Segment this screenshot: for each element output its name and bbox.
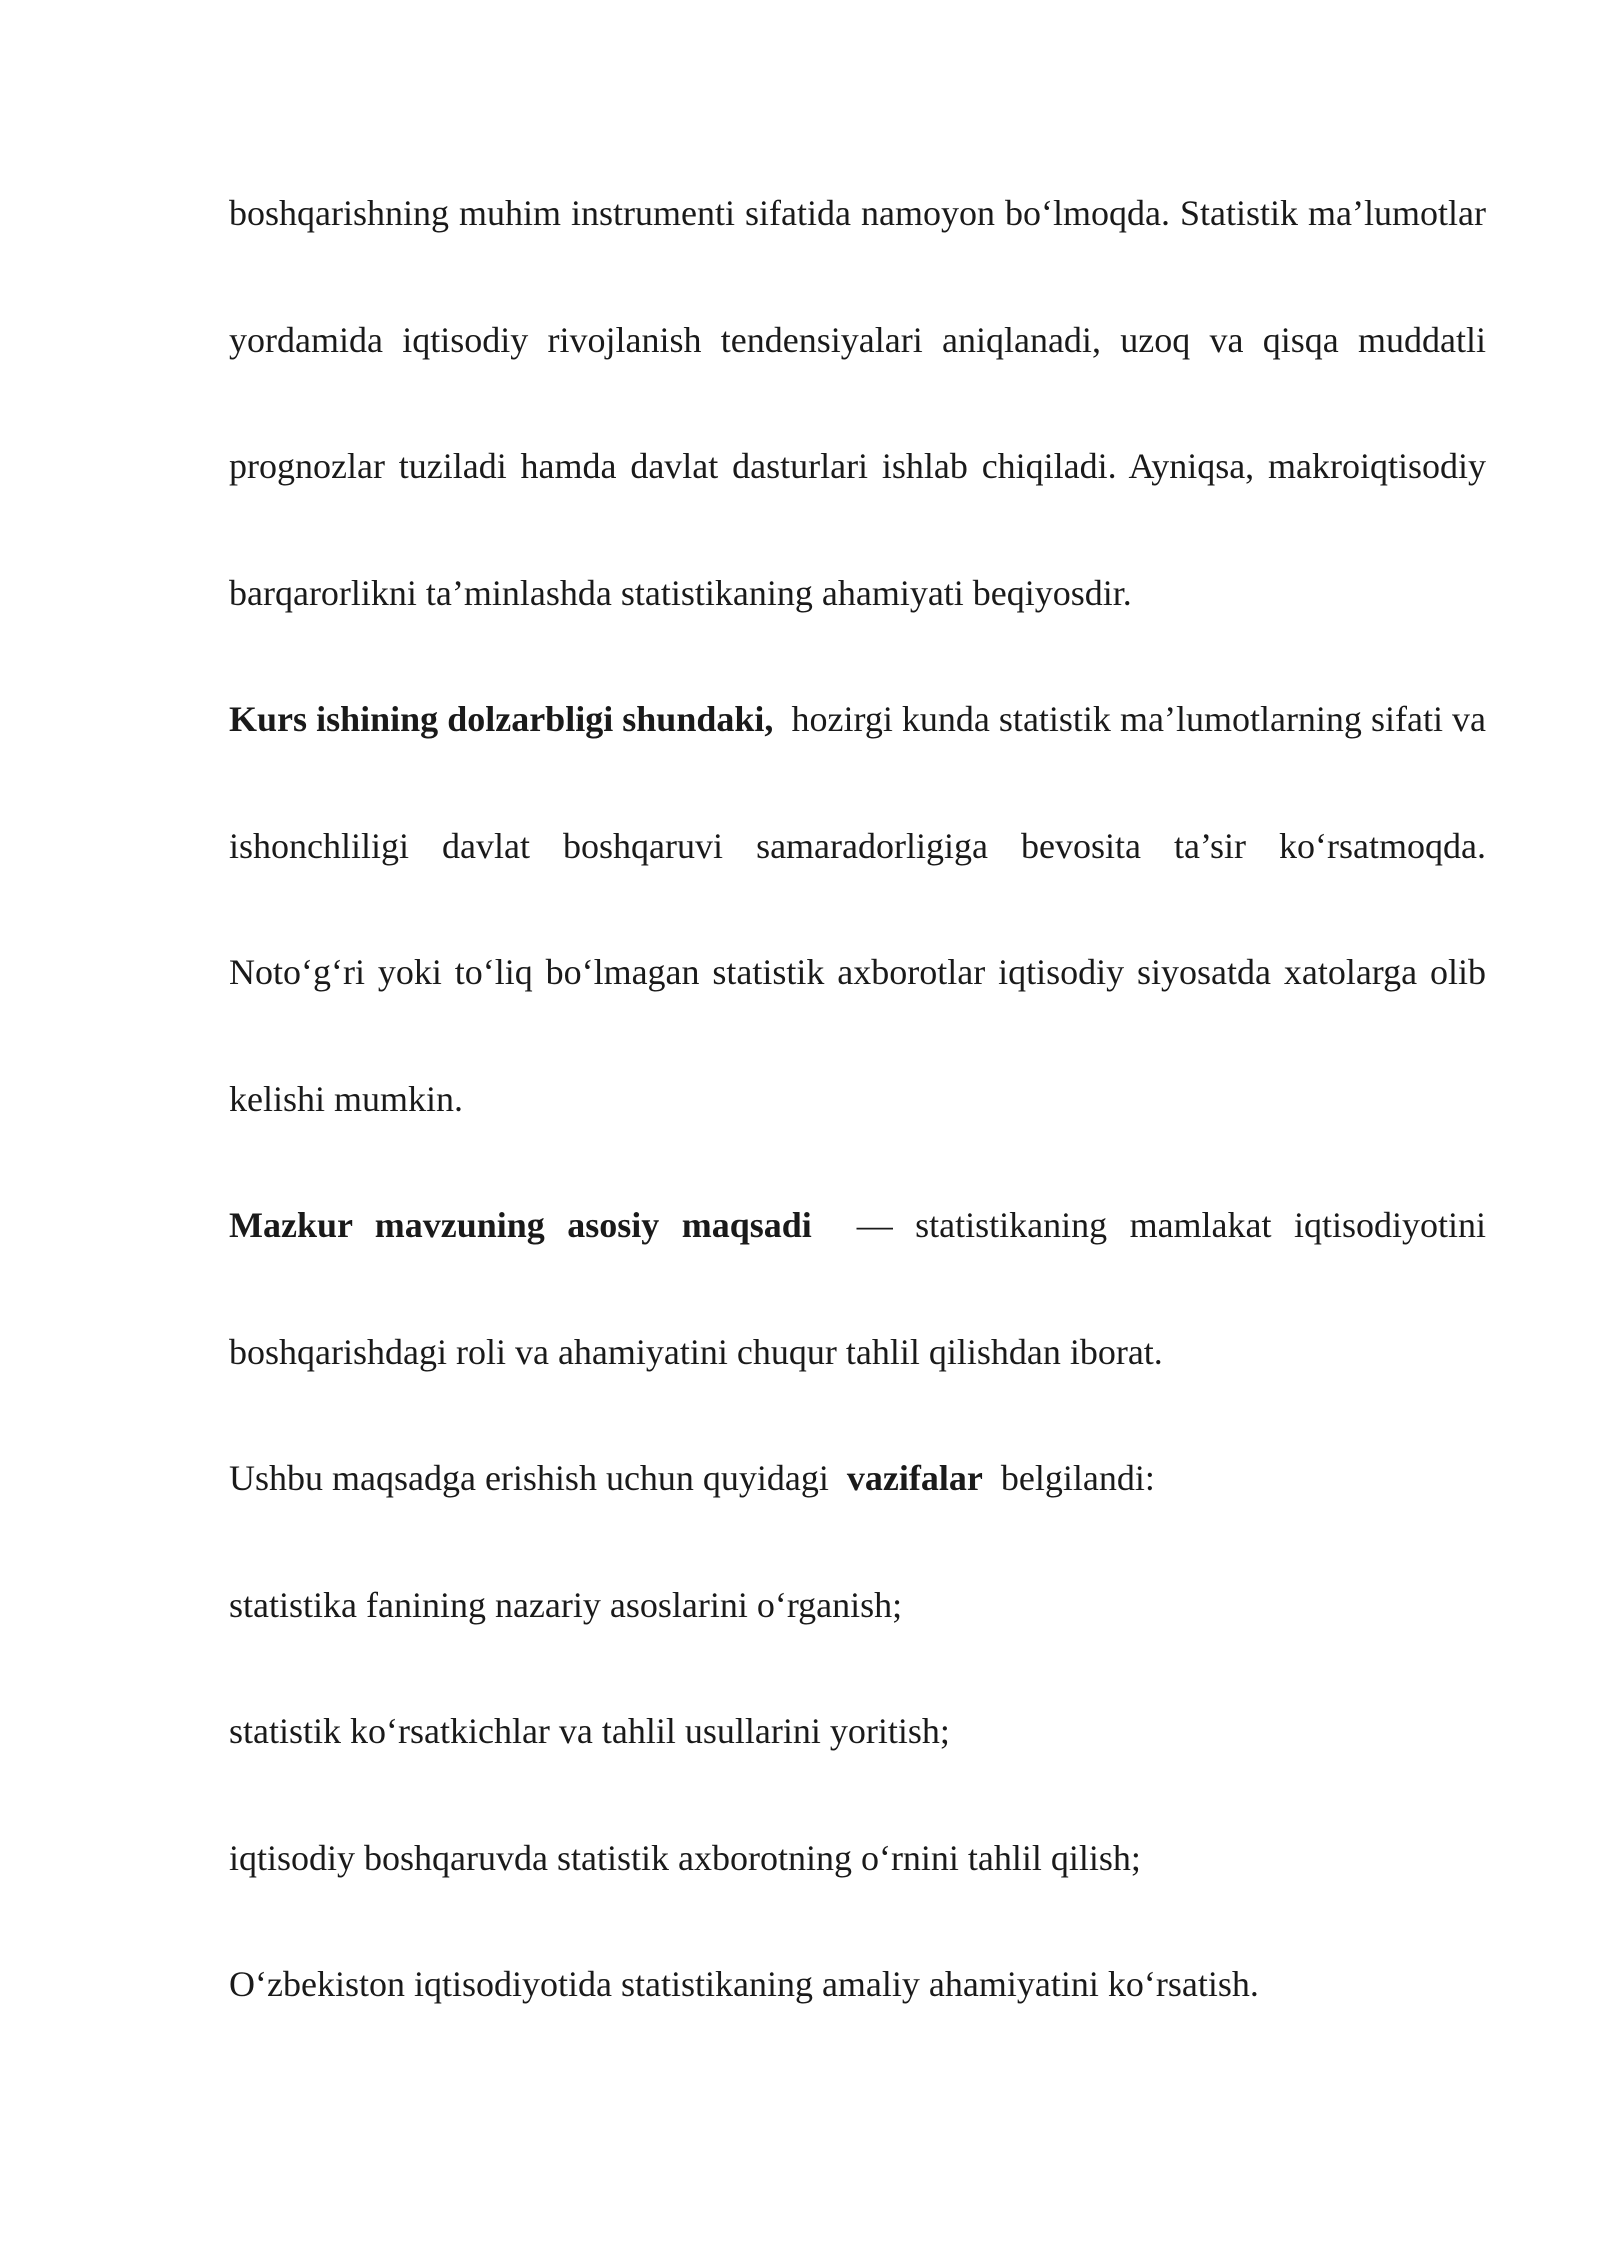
tasks-keyword: vazifalar bbox=[846, 1458, 983, 1498]
tasks-intro-end: belgilandi: bbox=[1000, 1458, 1155, 1498]
tasks-intro-text: Ushbu maqsadga erishish uchun quyidagi bbox=[229, 1458, 829, 1498]
task-item: O‘zbekiston iqtisodiyotida statistikaning amaliy ahamiyatini ko‘rsatish. bbox=[229, 1964, 1259, 2004]
task-item: statistika fanining nazariy asoslarini o‘rganish; bbox=[229, 1584, 903, 1625]
task-item: statistik ko‘rsatkichlar va tahlil usullarini yoritish; bbox=[229, 1711, 950, 1751]
paragraph-relevance bbox=[229, 656, 1486, 1162]
task-item: iqtisodiy boshqaruvda statistik axborotning o‘rnini tahlil qilish; bbox=[229, 1837, 1141, 1878]
paragraph-intro: boshqarishning muhim instrumenti sifatida namoyon bo‘lmoqda. Statistik ma’lumotlar yordamida iqtisodiy rivojlanish tendensiyalari aniqlanadi, uzoq va qisqa muddatli prognozlar tuziladi hamda davlat dasturlari ishlab chiqiladi. Ayniqsa, makroiqtisodiy barqarorlikni ta’minlashda statistikaning ahamiyati beqiyosdir. bbox=[229, 193, 1486, 613]
document-page bbox=[229, 150, 1486, 2048]
paragraph-tasks-intro bbox=[229, 1415, 1486, 1542]
relevance-lead: Kurs ishining dolzarbligi shundaki, bbox=[229, 699, 774, 739]
relevance-text: hozirgi kunda statistik ma’lumotlarning sifati va ishonchliligi davlat boshqaruvi samaradorligiga bevosita ta’sir ko‘rsatmoqda. Noto‘g‘ri yoki to‘liq bo‘lmagan statistik axborotlar iqtisodiy siyosatda xatolarga olib kelishi mumkin. bbox=[229, 699, 1487, 1119]
paragraph-goal bbox=[229, 1162, 1486, 1415]
goal-lead: Mazkur mavzuning asosiy maqsadi bbox=[229, 1205, 812, 1245]
goal-text: — statistikaning mamlakat iqtisodiyotini boshqarishdagi roli va ahamiyatini chuqur tahlil qilishdan iborat. bbox=[229, 1205, 1486, 1372]
